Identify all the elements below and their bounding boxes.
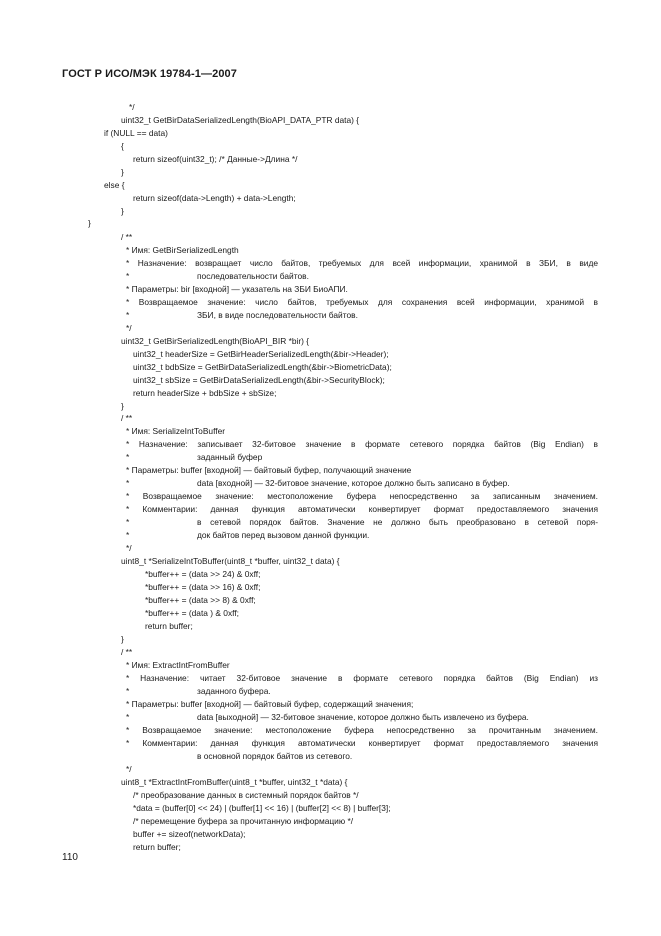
code-line: *data = (buffer[0] << 24) | (buffer[1] << 16) | (buffer[2] << 8) | buffer[3]; <box>133 803 391 813</box>
code-line: else { <box>104 180 125 190</box>
code-line: * Назначение: читает 32-битовое значение в формате сетевого порядка байтов (Big Endian) из <box>126 673 598 683</box>
code-line: * <box>126 530 130 540</box>
code-line: в сетевой порядок байтов. Значение не должно быть преобразовано в сетевой поря- <box>197 517 598 527</box>
code-line: data [входной] — 32-битовое значение, которое должно быть записано в буфер. <box>197 478 510 488</box>
code-line: uint32_t headerSize = GetBirHeaderSerializedLength(&bir->Header); <box>133 349 389 359</box>
code-line: заданный буфер <box>197 452 263 462</box>
code-line: uint8_t *ExtractIntFromBuffer(uint8_t *buffer, uint32_t *data) { <box>121 777 348 787</box>
code-line: * Возвращаемое значение: число байтов, требуемых для сохранения всей информации, хранимой в <box>126 297 598 307</box>
code-line: } <box>121 401 124 411</box>
code-line: } <box>121 206 124 216</box>
code-line: } <box>121 634 124 644</box>
code-line: } <box>88 218 91 228</box>
code-line: uint8_t *SerializeIntToBuffer(uint8_t *buffer, uint32_t data) { <box>121 556 340 566</box>
code-line: * Назначение: записывает 32-битовое значение в формате сетевого порядка байтов (Big Endian) в <box>126 439 598 449</box>
code-line: заданного буфера. <box>197 686 271 696</box>
code-line: * <box>126 478 130 488</box>
code-line: } <box>121 167 124 177</box>
code-line: uint32_t sbSize = GetBirDataSerializedLength(&bir->SecurityBlock); <box>133 375 385 385</box>
code-line: * Параметры: bir [входной] — указатель на ЗБИ БиоАПИ. <box>126 284 348 294</box>
code-line: /* преобразование данных в системный порядок байтов */ <box>133 790 359 800</box>
code-line: / ** <box>121 647 133 657</box>
page-header-title: ГОСТ Р ИСО/МЭК 19784-1—2007 <box>62 68 237 80</box>
code-line: buffer += sizeof(networkData); <box>133 829 246 839</box>
code-line: return sizeof(uint32_t); /* Данные->Длина */ <box>133 154 298 164</box>
code-line: *buffer++ = (data >> 16) & 0xff; <box>145 582 261 592</box>
page-number: 110 <box>62 852 78 863</box>
code-line: * Имя: ExtractIntFromBuffer <box>126 660 230 670</box>
code-line: return buffer; <box>145 621 193 631</box>
code-line: * Имя: GetBirSerializedLength <box>126 245 239 255</box>
code-line: * <box>126 271 130 281</box>
code-line: uint32_t bdbSize = GetBirDataSerializedLength(&bir->BiometricData); <box>133 362 392 372</box>
code-line: * Комментарии: данная функция автоматически конвертирует формат предоставляемого значения <box>126 504 598 514</box>
code-line: / ** <box>121 232 133 242</box>
code-line: uint32_t GetBirSerializedLength(BioAPI_BIR *bir) { <box>121 336 310 346</box>
code-line: uint32_t GetBirDataSerializedLength(BioAPI_DATA_PTR data) { <box>121 115 360 125</box>
code-line: return buffer; <box>133 842 181 852</box>
code-line: * Возвращаемое значение: местоположение буфера непосредственно за прочитанным значением. <box>126 725 598 735</box>
code-line: в основной порядок байтов из сетевого. <box>197 751 353 761</box>
code-line: * Назначение: возвращает число байтов, требуемых для всей информации, хранимой в ЗБИ, в виде <box>126 258 598 268</box>
code-line: */ <box>126 764 132 774</box>
code-line: * Возвращаемое значение: местоположение буфера непосредственно за записанным значением. <box>126 491 598 501</box>
code-line: * Комментарии: данная функция автоматически конвертирует формат предоставляемого значения <box>126 738 598 748</box>
code-line: /* перемещение буфера за прочитанную информацию */ <box>133 816 354 826</box>
code-line: *buffer++ = (data >> 24) & 0xff; <box>145 569 261 579</box>
code-line: * Имя: SerializeIntToBuffer <box>126 426 226 436</box>
code-line: * Параметры: buffer [входной] — байтовый буфер, получающий значение <box>126 465 412 475</box>
code-line: * <box>126 712 130 722</box>
code-line: док байтов перед вызовом данной функции. <box>197 530 370 540</box>
code-line: */ <box>129 102 135 112</box>
code-line: return headerSize + bdbSize + sbSize; <box>133 388 277 398</box>
code-line: { <box>121 141 124 151</box>
code-line: * Параметры: buffer [входной] — байтовый буфер, содержащий значения; <box>126 699 414 709</box>
code-line: / ** <box>121 413 133 423</box>
code-line: if (NULL == data) <box>104 128 168 138</box>
code-line: *buffer++ = (data ) & 0xff; <box>145 608 239 618</box>
code-line: последовательности байтов. <box>197 271 309 281</box>
code-line: ЗБИ, в виде последовательности байтов. <box>197 310 358 320</box>
code-line: * <box>126 686 130 696</box>
code-line: */ <box>126 543 132 553</box>
code-line: * <box>126 452 130 462</box>
code-line: return sizeof(data->Length) + data->Length; <box>133 193 296 203</box>
code-line: */ <box>126 323 132 333</box>
code-line: * <box>126 310 130 320</box>
code-line: *buffer++ = (data >> 8) & 0xff; <box>145 595 256 605</box>
code-line: * <box>126 517 130 527</box>
code-line: data [выходной] — 32-битовое значение, которое должно быть извлечено из буфера. <box>197 712 529 722</box>
